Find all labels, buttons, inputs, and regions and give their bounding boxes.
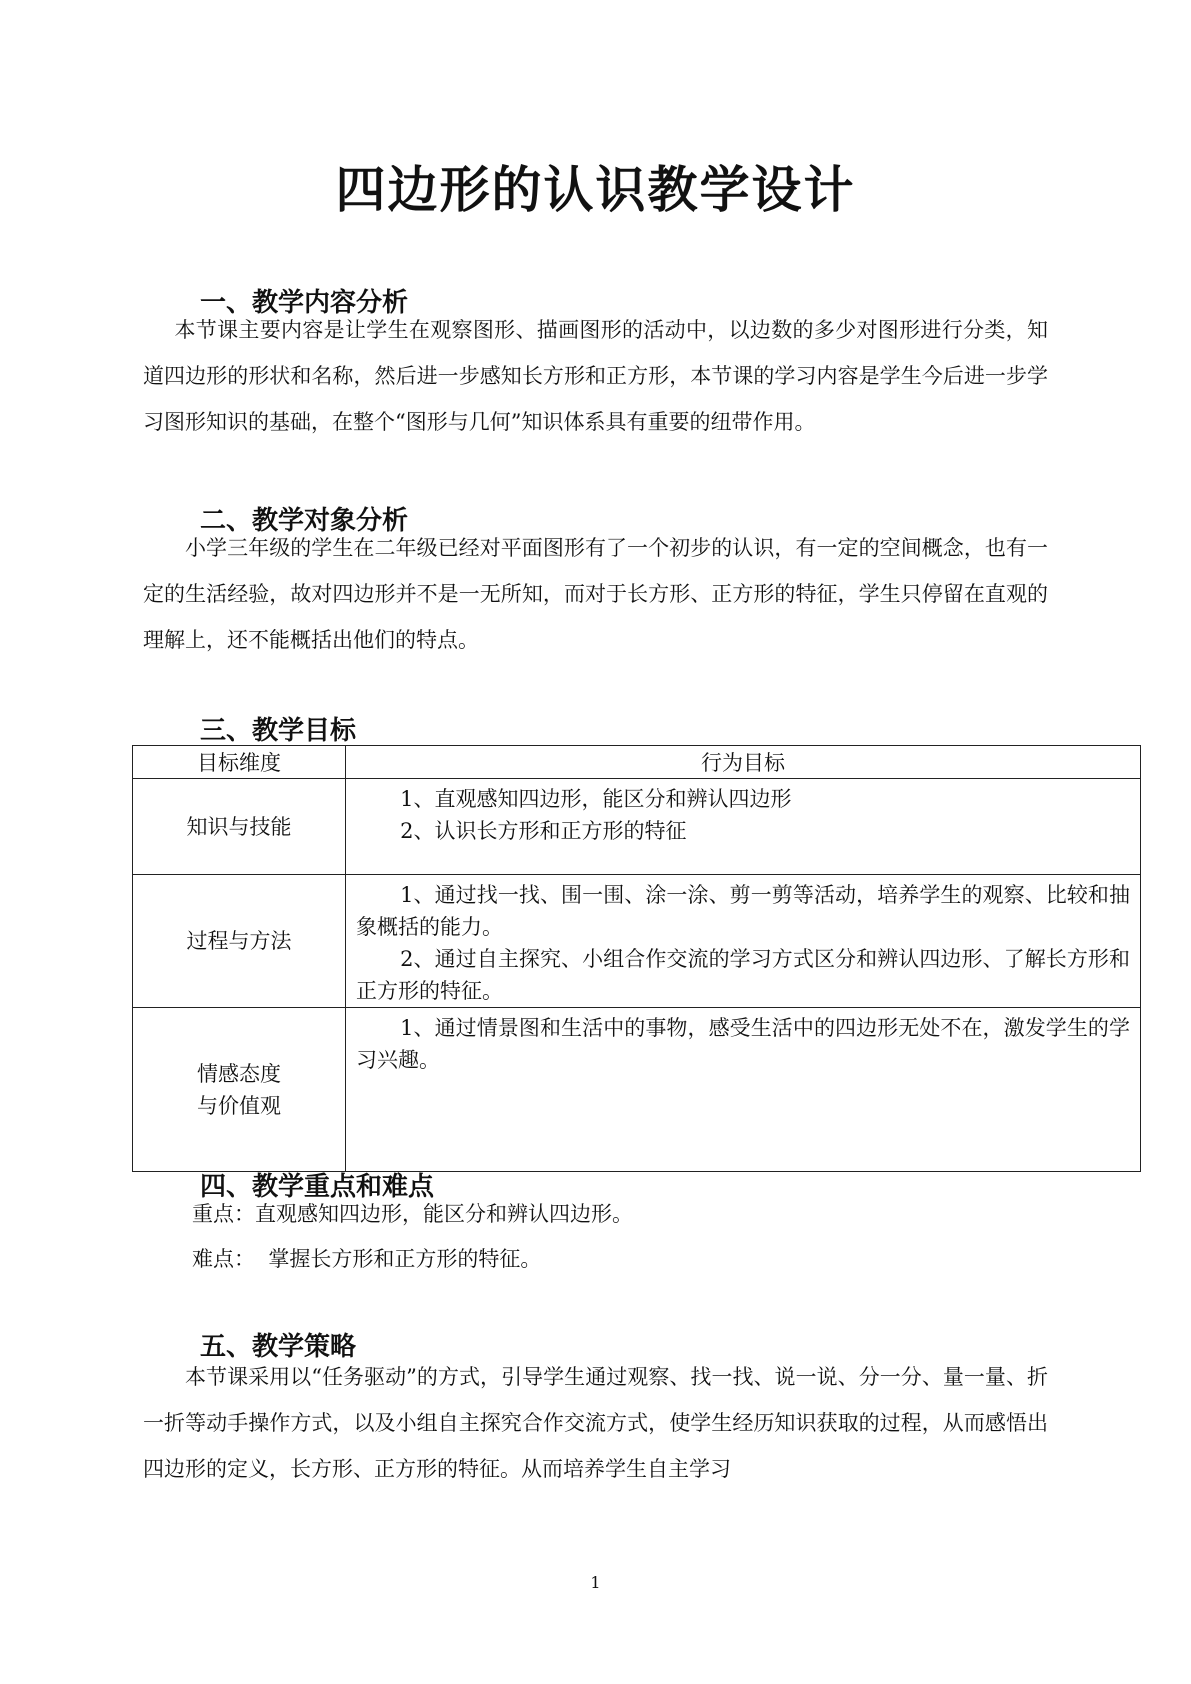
dimension-cell [133,875,346,1008]
paragraph-text: 本节课采用以“任务驱动”的方式，引导学生通过观察、找一找、说一说、分一分、量一量、折一折等动手操作方式，以及小组自主探究合作交流方式，使学生经历知识获取的过程，从而感悟出四边形的定义，长方形、正方形的特征。从而培养学生自主学习 [143,1365,1048,1481]
dimension-label: 过程与方法 [186,929,292,953]
heading-goals: 三、教学目标 [200,716,357,746]
table-row [133,779,1141,875]
difficult-point-text: 难点： 掌握长方形和正方形的特征。 [192,1247,542,1271]
goal-item: 2、认识长方形和正方形的特征 [400,819,687,843]
dimension-label: 知识与技能 [186,814,292,839]
paragraph-strategy [143,1354,1048,1492]
heading-content-analysis: 一、教学内容分析 [200,288,409,318]
dimension-label-line2: 与价值观 [197,1093,281,1118]
goal-item: 2、通过自主探究、小组合作交流的学习方式区分和辨认四边形、了解长方形和正方形的特征。 [356,947,1130,1003]
heading-key-points: 四、教学重点和难点 [200,1172,435,1202]
paragraph-student-analysis [143,525,1048,663]
goals-table [132,745,1141,1172]
goal-item: 1、通过找一找、围一围、涂一涂、剪一剪等活动，培养学生的观察、比较和抽象概括的能力。 [356,883,1130,939]
paragraph-text: 小学三年级的学生在二年级已经对平面图形有了一个初步的认识，有一定的空间概念，也有一定的生活经验，故对四边形并不是一无所知，而对于长方形、正方形的特征，学生只停留在直观的理解上，还不能概括出他们的特点。 [143,536,1048,652]
page-title: 四边形的认识教学设计 [335,161,856,219]
dimension-cell [133,1008,346,1172]
goal-item: 1、直观感知四边形，能区分和辨认四边形 [400,787,792,811]
table-row [133,875,1141,1008]
table-header-row [133,746,1141,779]
paragraph-content-analysis [143,307,1048,445]
goal-item: 1、通过情景图和生活中的事物，感受生活中的四边形无处不在，激发学生的学习兴趣。 [356,1016,1130,1072]
goal-cell [346,875,1141,1008]
dimension-label: 情感态度 [197,1061,281,1086]
key-point-text: 重点：直观感知四边形，能区分和辨认四边形。 [192,1202,633,1226]
table-header-dimension: 目标维度 [133,746,346,779]
page-number: 1 [590,1573,601,1592]
paragraph-text: 本节课主要内容是让学生在观察图形、描画图形的活动中，以边数的多少对图形进行分类，知道四边形的形状和名称，然后进一步感知长方形和正方形，本节课的学习内容是学生今后进一步学习图形知识的基础，在整个“图形与几何”知识体系具有重要的纽带作用。 [143,318,1048,434]
dimension-cell [133,779,346,875]
heading-student-analysis: 二、教学对象分析 [200,506,409,536]
heading-strategy: 五、教学策略 [200,1332,357,1362]
goal-cell [346,779,1141,875]
table-header-goal: 行为目标 [346,746,1141,779]
table-row [133,1008,1141,1172]
goal-cell [346,1008,1141,1172]
